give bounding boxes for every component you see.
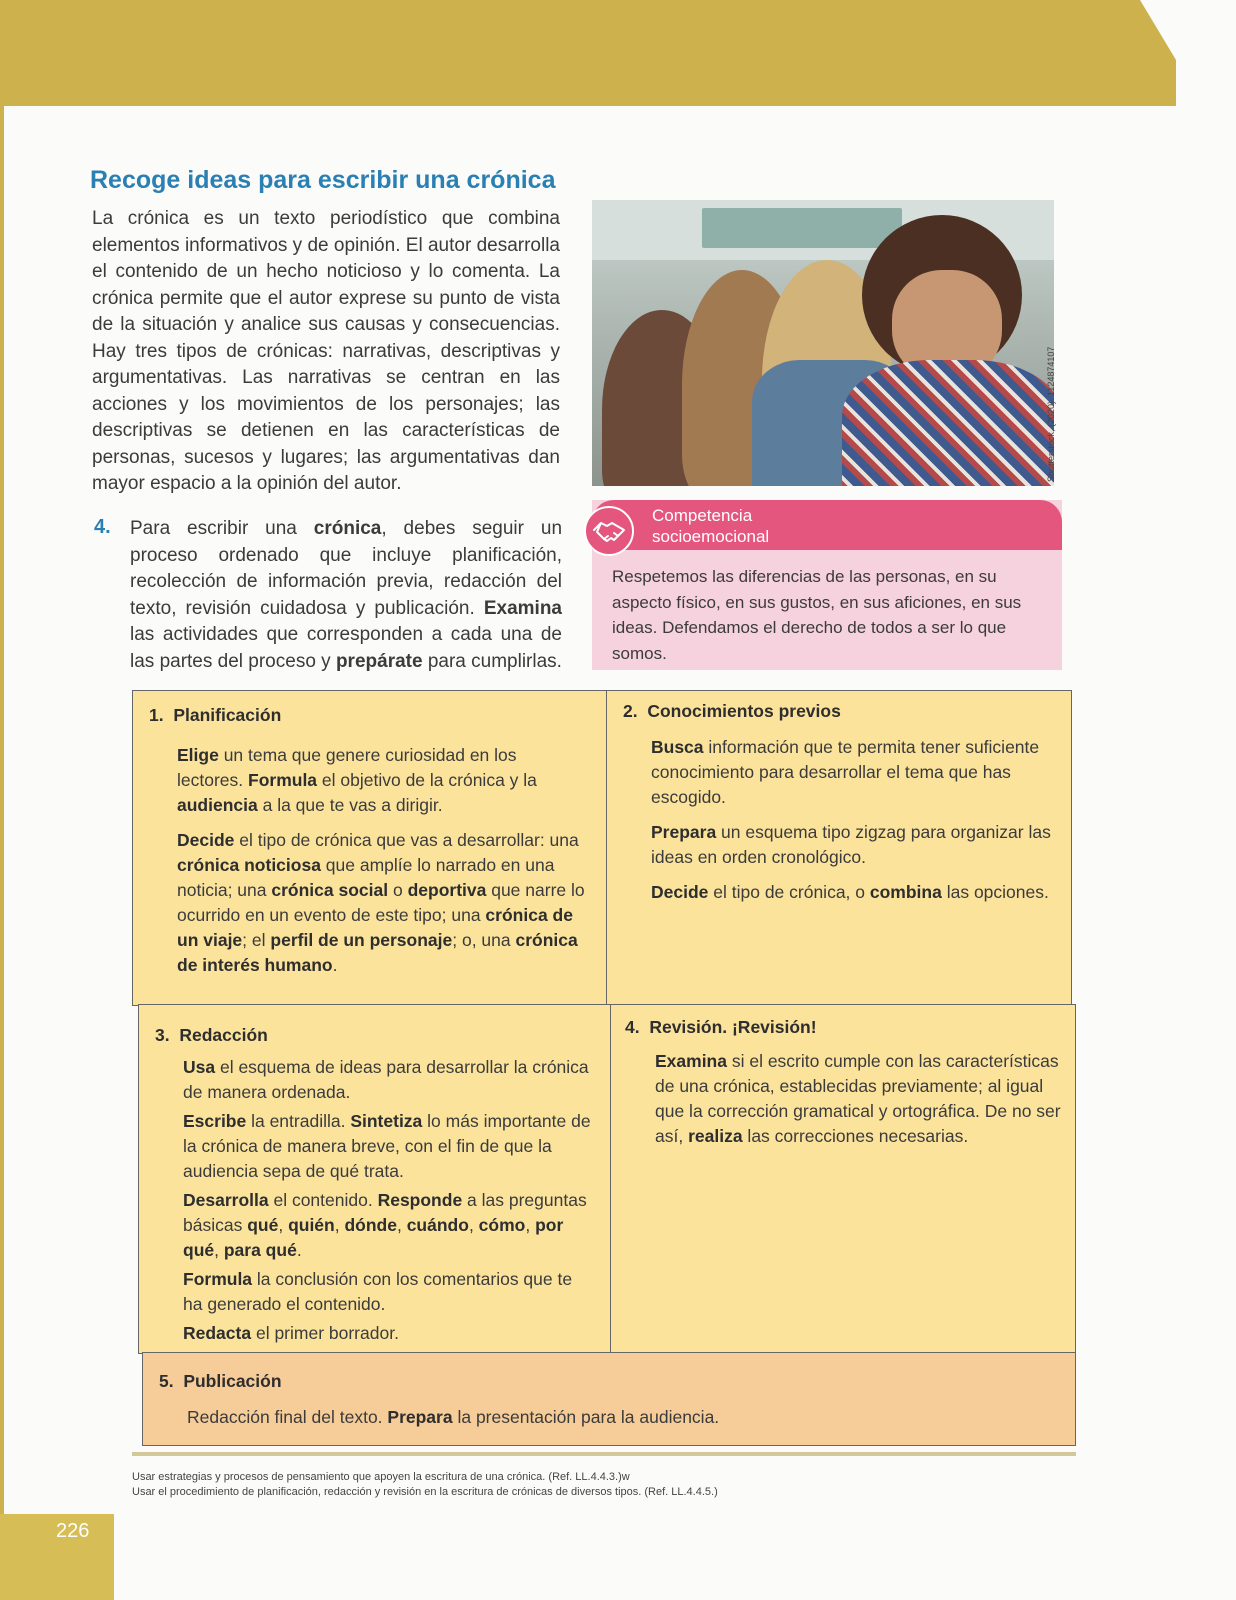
- intro-paragraph: La crónica es un texto periodístico que combina elementos informativos y de opinión. El autor desarrolla el contenido de un hecho noticioso y lo comenta. La crónica permite que el autor exprese su punto de vista de la situación y analice sus causas y consecuencias. Hay tres tipos de crónicas: narrativas, descriptivas y argumentativas. Las narrativas se centran en las acciones y los movimientos de los personajes; las descriptivas se detienen en las características de personas, sucesos y lugares; las argumentativas dan mayor espacio a la opinión del autor.: [92, 208, 560, 494]
- revision-cell: [610, 1004, 1076, 1354]
- page-number: 226: [56, 1520, 90, 1542]
- reference-line-1: Usar estrategias y procesos de pensamiento que apoyen la escritura de una crónica. (Ref. LL.4.4.3.)w: [132, 1471, 630, 1483]
- planificacion-title: 1. Planificación: [149, 705, 282, 725]
- redaccion-title: 3. Redacción: [155, 1025, 268, 1045]
- publicacion-title: 5. Publicación: [159, 1371, 282, 1391]
- curriculum-references: [132, 1470, 832, 1500]
- left-margin-strip: [0, 106, 4, 1600]
- publicacion-cell: [142, 1352, 1076, 1446]
- activity-instructions: Para escribir una crónica, debes seguir un proceso ordenado que incluye planificación, recolección de información previa, redacción del texto, revisión cuidadosa y publicación. Examina las actividades que corresponden a cada una de las partes del proceso y prepárate para cumplirlas.: [130, 518, 563, 672]
- conocimientos-body: Busca información que te permita tener suficiente conocimiento para desarrollar el tema que has escogido. Prepara un esquema tipo zigzag para organizar las ideas en orden cronológico. Decide el tipo de crónica, o combina las opciones.: [651, 737, 1051, 902]
- conocimientos-cell: [606, 690, 1072, 1006]
- students-writing-photo: [592, 200, 1054, 486]
- activity-number: 4.: [94, 516, 111, 538]
- publicacion-body: Redacción final del texto. Prepara la presentación para la audiencia.: [187, 1407, 720, 1427]
- competencia-text: Respetemos las diferencias de las personas, en su aspecto físico, en sus gustos, en sus aficiones, en sus ideas. Defendamos el derecho de todos a ser lo que somos.: [612, 567, 1022, 663]
- top-color-band: [0, 0, 1236, 106]
- revision-body: Examina si el escrito cumple con las características de una crónica, establecidas previamente; al igual que la corrección gramatical y ortográfica. De no ser así, realiza las correcciones necesarias.: [655, 1051, 1061, 1146]
- competencia-title: Competencia socioemocional: [652, 506, 770, 546]
- planificacion-body: Elige un tema que genere curiosidad en los lectores. Formula el objetivo de la crónica y la audiencia a la que te vas a dirigir. Decide el tipo de crónica que vas a desarrollar: una crónica noticiosa que amplíe lo narrado en una noticia; una crónica social o deportiva que narre lo ocurrido en un evento de este tipo; una crónica de un viaje; el perfil de un personaje; o, una crónica de interés humano.: [177, 745, 585, 975]
- section-heading: Recoge ideas para escribir una crónica: [90, 166, 556, 194]
- conocimientos-title: 2. Conocimientos previos: [623, 701, 841, 721]
- redaccion-cell: [138, 1004, 612, 1354]
- photo-credit: Shutterstock, (2020). 1124874107: [1046, 346, 1056, 482]
- handshake-icon: [584, 506, 634, 556]
- revision-title: 4. Revisión. ¡Revisión!: [625, 1017, 817, 1037]
- reference-line-2: Usar el procedimiento de planificación, redacción y revisión en la escritura de crónicas de diversos tipos. (Ref. LL.4.4.5.): [132, 1486, 718, 1498]
- footer-divider: [132, 1452, 1076, 1456]
- redaccion-body: Usa el esquema de ideas para desarrollar la crónica de manera ordenada. Escribe la entradilla. Sintetiza lo más importante de la crónica de manera breve, con el fin de que la audiencia sepa de qué trata. Desarrolla el contenido. Responde a las preguntas básicas qué, quién, dónde, cuándo, cómo, por qué, para qué. Formula la conclusión con los comentarios que te ha generado el contenido. Redacta el primer borrador.: [183, 1057, 591, 1343]
- planificacion-cell: [132, 690, 608, 1006]
